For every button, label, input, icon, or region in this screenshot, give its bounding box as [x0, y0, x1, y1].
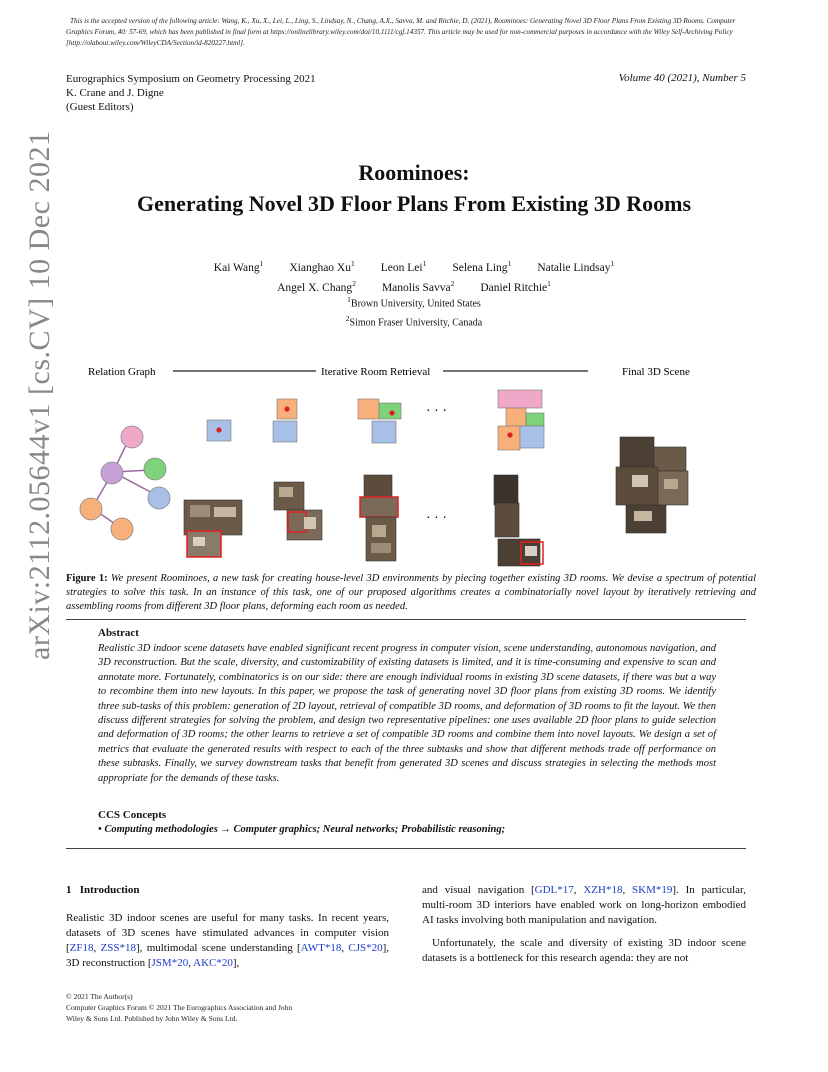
render-step-3 [360, 475, 398, 561]
citation-link[interactable]: ZF18 [69, 942, 94, 954]
render-step-n [494, 475, 543, 566]
render-step-2 [274, 482, 322, 540]
figure-caption [66, 572, 756, 614]
author-name: Kai Wang$^1$ [213, 259, 264, 274]
abstract-heading: Abstract [98, 627, 139, 639]
affiliation-2: $^2$Simon Fraser University, Canada [345, 314, 483, 329]
caption-text: We present Roominoes, a new task for creating house-level 3D environments by piecing together existing 3D rooms. We devise a spectrum of potential strategies to solve this task. In an instance of this task, one of our proposed algorithms creates a combinatorially novel layout by iteratively retrieving and assembling rooms from different 3D floor plans, deforming each room as needed. [66, 573, 756, 612]
intro-right-paragraph-2: Unfortunately, the scale and diversity of existing 3D indoor scene datasets is a bottleneck for this research agenda: they are not [422, 937, 746, 964]
render-step-1 [184, 500, 242, 557]
citation-link[interactable]: SKM*19 [632, 884, 673, 896]
title-line-2: Generating Novel 3D Floor Plans From Existing 3D Rooms [136, 191, 692, 216]
citation-link[interactable]: GDL*17 [534, 884, 574, 896]
intro-right-paragraph-1: and visual navigation [GDL*17, XZH*18, SKM*19]. In particular, multi-room 3D interiors have enabled work on long-horizon embodied AI tasks involving both manipulation and navigation. [422, 884, 746, 926]
citation-link[interactable]: AKC*20 [193, 957, 233, 969]
citation-link[interactable]: CJS*20 [348, 942, 383, 954]
layout-step-3 [358, 399, 401, 443]
author-name: Natalie Lindsay$^1$ [537, 259, 615, 274]
venue-editors-note: (Guest Editors) [66, 101, 134, 113]
citation-link[interactable]: ZSS*18 [100, 942, 137, 954]
author-affiliation-mark: 1 [507, 259, 512, 268]
affiliations [0, 292, 828, 331]
graph-node-purple [101, 462, 123, 484]
teaser-figure [66, 355, 756, 570]
graph-node-orange-2 [111, 518, 133, 540]
label-final-scene: Final 3D Scene [622, 366, 690, 378]
author-affiliation-mark: 1 [547, 278, 551, 288]
venue-editors: K. Crane and J. Digne [66, 87, 164, 99]
layout-step-1 [207, 420, 231, 441]
ellipsis-bottom: · · · [426, 511, 447, 526]
label-relation-graph: Relation Graph [88, 366, 156, 378]
copyright-footer: © 2021 The Author(s) Computer Graphics Forum © 2021 The Eurographics Association and John Wiley & Sons Ltd. Published by John Wiley & Sons Ltd. [66, 992, 293, 1023]
label-iterative-retrieval: Iterative Room Retrieval [321, 366, 431, 378]
author-affiliation-mark: 1 [259, 259, 264, 268]
figure-label: Figure 1: [66, 573, 108, 584]
author-affiliation-mark: 2 [450, 278, 455, 288]
abstract-body: Realistic 3D indoor scene datasets have enabled significant recent progress in computer vision, scene understanding, autonomous navigation, and 3D reconstruction. But the scale, diversity, and customizability of existing datasets is limited, and it is time-consuming and expensive to scan and annotate more. Fortunately, combinatorics is on our side: there are enough individual rooms in existing 3D scene datasets, if there was but a way to recombine them into new layouts. In this paper, we propose the task of generating novel 3D floor plans from existing 3D rooms. We identify three sub-tasks of this problem: generation of 2D layout, retrieval of compatible 3D rooms, and deformation of 3D rooms to fit the layout. We then discuss different strategies for solving the problem, and design two representative pipelines: one uses available 2D floor plans to guide selection and deformation of 3D rooms; the other learns to retrieve a set of compatible 3D rooms and combine them into novel layouts. We design a set of metrics that evaluate the generated results with respect to each of the three subtasks and show that different methods trade off performance on these subtasks. Finally, we survey downstream tasks that benefit from generated 3D scenes and discuss strategies in selecting the methods most appropriate for the demands of these tasks. [98, 643, 716, 784]
author-affiliation-mark: 1 [610, 259, 615, 268]
relation-graph [80, 426, 170, 540]
ccs-concepts: • Computing methodologies → Computer graphics; Neural networks; Probabilistic reasoning; [98, 824, 506, 835]
divider-bottom [66, 848, 746, 849]
author-affiliation-mark: 1 [350, 259, 355, 268]
section-heading-introduction: 1 Introduction [66, 884, 140, 896]
final-3d-scene [616, 437, 688, 533]
author-name: Xianghao Xu$^1$ [289, 259, 355, 274]
author-name: Selena Ling$^1$ [452, 259, 512, 274]
citation-link[interactable]: AWT*18 [300, 942, 342, 954]
publication-notice: This is the accepted version of the following article: Wang, K., Xu, X., Lei, L., Ling, S., Lindsay, N., Chang, A.X., Savva, M. and Ritchie, D. (2021), Roominoes: Generating Novel 3D Floor Plans From Existing 3D Rooms. Computer Graphics Forum, 40: 57-69, which has been published in final form at https://onlinelibrary.wiley.com/doi/10.1111/cgf.14357. This article may be used for non-commercial purposes in accordance with the Wiley Self-Archiving Policy [http://olabout.wiley.com/WileyCDA/Section/id-820227.html]. [66, 17, 736, 47]
citation-link[interactable]: XZH*18 [583, 884, 623, 896]
volume-info: Volume 40 (2021), Number 5 [618, 72, 746, 84]
author-name: Manolis Savva$^2$ [381, 278, 455, 294]
divider-top [66, 619, 746, 620]
affiliation-1: $^1$Brown University, United States [347, 295, 481, 310]
intro-left-column: Realistic 3D indoor scenes are useful for many tasks. In recent years, datasets of 3D scenes have stimulated advances in computer vision [ZF18, ZSS*18], multimodal scene understanding [AWT*18, CJS*20], 3D reconstruction [JSM*20, AKC*20], [66, 912, 390, 969]
author-row-1 [0, 256, 828, 276]
layout-step-2 [273, 399, 297, 442]
arxiv-stamp: arXiv:2112.05644v1 [cs.CV] 10 Dec 2021 [23, 130, 56, 660]
graph-node-blue [148, 487, 170, 509]
ellipsis-top: · · · [426, 404, 447, 419]
graph-node-pink [121, 426, 143, 448]
paper-title [0, 157, 828, 219]
author-list [0, 256, 828, 296]
graph-node-orange [80, 498, 102, 520]
venue-name: Eurographics Symposium on Geometry Processing 2021 [66, 73, 316, 85]
intro-right-column [422, 883, 746, 966]
layout-step-n [498, 390, 544, 450]
title-line-1: Roominoes: [358, 160, 470, 185]
author-name: Leon Lei$^1$ [380, 259, 427, 274]
venue-info [66, 72, 316, 114]
graph-node-green [144, 458, 166, 480]
ccs-heading: CCS Concepts [98, 809, 167, 821]
citation-link[interactable]: JSM*20 [151, 957, 189, 969]
author-affiliation-mark: 2 [352, 278, 356, 288]
author-affiliation-mark: 1 [422, 259, 427, 268]
author-name: Angel X. Chang$^2$ [277, 278, 356, 294]
author-name: Daniel Ritchie$^1$ [480, 278, 551, 294]
